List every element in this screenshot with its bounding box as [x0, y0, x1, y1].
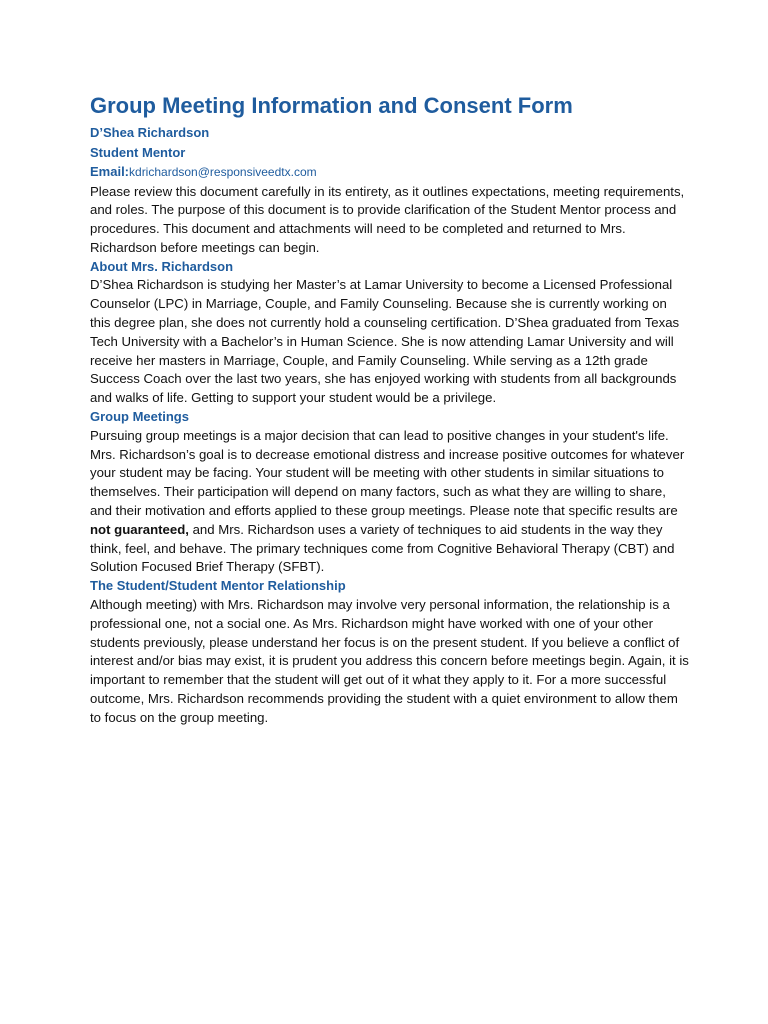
group-meetings-text-end: and Mrs. Richardson uses a variety of techniques to aid students in the way they think, feel, and behave. The primary techniques come from Cognitive Behavioral Therapy (CBT) and Solution Focused Brief Therapy (SFBT).	[90, 521, 675, 575]
document-title: Group Meeting Information and Consent Form	[90, 93, 573, 118]
relationship-paragraph: Although meeting) with Mrs. Richardson may involve very personal information, the relationship is a professional one, not a social one. As Mrs. Richardson might have worked with one of your other students previously, please understand her focus is on the present student. If you believe a conflict of interest and/or bias may exist, it is prudent you address this concern before meetings begin. Again, it is important to remember that the student will get out of it what they apply to it. For a more successful outcome, Mrs. Richardson recommends providing the student with a quiet environment to allow them to focus on the group meeting.	[90, 597, 689, 725]
section-heading-about: About Mrs. Richardson	[90, 258, 234, 274]
intro-paragraph: Please review this document carefully in its entirety, as it outlines expectations, meeting requirements, and roles. The purpose of this document is to provide clarification of the Student Mentor process and procedures. This document and attachments will need to be completed and returned to Mrs. Richardson before meetings can begin.	[90, 183, 685, 255]
about-paragraph: D’Shea Richardson is studying her Master’s at Lamar University to become a Licensed Professional Counselor (LPC) in Marriage, Couple, and Family Counseling. Because she is currently working on this degree plan, she does not currently hold a counseling certification. D’Shea graduated from Texas Tech University with a Bachelor’s in Human Science. She is now attending Lamar University and will receive her masters in Marriage, Couple, and Family Counseling. While serving as a 12th grade Success Coach over the last two years, she has enjoyed working with students from all backgrounds and walks of life. Getting to support your student would be a privilege.	[90, 277, 680, 406]
group-meetings-paragraph	[90, 427, 690, 577]
mentor-role: Student Mentor	[90, 144, 186, 160]
email-label: Email:	[90, 164, 130, 179]
email-link[interactable]: kdrichardson@responsiveedtx.com	[129, 165, 317, 179]
section-heading-relationship: The Student/Student Mentor Relationship	[90, 578, 346, 594]
document-page	[90, 92, 690, 728]
section-heading-group-meetings: Group Meetings	[90, 409, 189, 425]
email-line	[90, 162, 690, 183]
mentor-name: D’Shea Richardson	[90, 125, 210, 140]
not-guaranteed-emphasis: not guaranteed,	[90, 521, 189, 537]
group-meetings-text-start: Pursuing group meetings is a major decision that can lead to positive changes in your student's life. Mrs. Richardson’s goal is to decrease emotional distress and increase positive outcomes for whatever your student may be facing. Your student will be meeting with other students in similar situations to themselves. Their participation will depend on many factors, such as what they are willing to share, and their motivation and efforts applied to these group meetings. Please note that specific results are	[90, 427, 685, 519]
